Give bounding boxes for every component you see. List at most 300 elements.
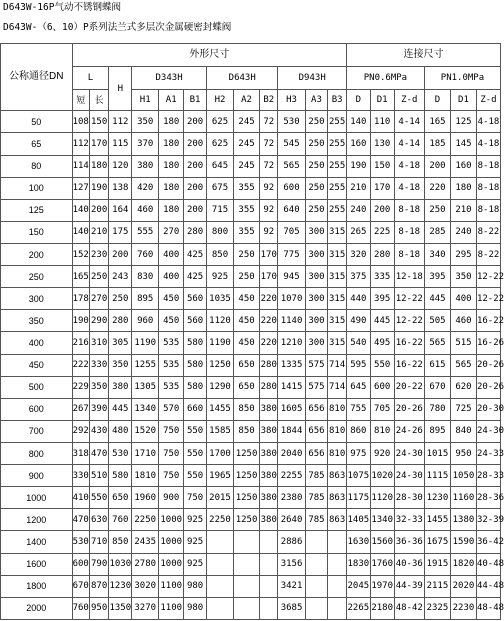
table-cell: 210: [450, 199, 476, 221]
table-cell: 200: [184, 177, 207, 199]
table-cell: 580: [184, 376, 207, 398]
table-cell: 656: [305, 420, 328, 442]
table-cell: 115: [109, 133, 132, 155]
table-cell: 32-39: [476, 509, 500, 531]
header-H2: H2: [206, 90, 233, 111]
table-cell: 800: [206, 221, 233, 243]
table-cell: 645: [206, 155, 233, 177]
table-cell: 3685: [278, 597, 305, 619]
table-cell: 295: [450, 243, 476, 265]
table-cell: 670: [424, 376, 450, 398]
table-cell: 530: [278, 111, 305, 133]
table-row: [1, 442, 501, 464]
table-cell: 445: [370, 310, 394, 332]
table-cell: 355: [234, 221, 260, 243]
table-cell: 785: [305, 487, 328, 509]
table-cell: 4-18: [394, 155, 424, 177]
table-cell-dn: 80: [1, 155, 73, 177]
table-cell: 180: [450, 177, 476, 199]
table-cell: 140: [346, 111, 370, 133]
table-cell: 1810: [132, 465, 159, 487]
table-cell: 230: [89, 243, 109, 265]
table-cell: 140: [72, 199, 89, 221]
table-cell: 8-18: [476, 155, 500, 177]
table-cell: 2180: [370, 597, 394, 619]
table-cell: 450: [234, 332, 260, 354]
table-cell: 220: [260, 288, 278, 310]
table-cell: 1970: [370, 575, 394, 597]
table-cell: 380: [132, 155, 159, 177]
table-cell: 250: [305, 199, 328, 221]
table-cell: 850: [234, 398, 260, 420]
table-cell: 863: [328, 465, 347, 487]
table-cell: 1415: [278, 376, 305, 398]
table-cell: 380: [260, 487, 278, 509]
table-cell: 785: [305, 465, 328, 487]
table-cell: 430: [89, 420, 109, 442]
table-cell: 340: [424, 243, 450, 265]
table-cell: 760: [132, 243, 159, 265]
table-row: [1, 332, 501, 354]
table-cell: 222: [72, 354, 89, 376]
table-cell: 790: [89, 553, 109, 575]
table-cell: 1000: [159, 531, 184, 553]
table-cell: 72: [260, 155, 278, 177]
table-cell: 92: [260, 221, 278, 243]
table-cell: 750: [159, 442, 184, 464]
table-cell: 220: [260, 332, 278, 354]
table-cell: 12-22: [476, 288, 500, 310]
header-H1: H1: [132, 90, 159, 111]
table-cell: 20-26: [476, 376, 500, 398]
table-cell: 140: [72, 221, 89, 243]
table-cell-dn: 1600: [1, 553, 73, 575]
table-cell: 28-30: [394, 487, 424, 509]
table-cell: 1340: [370, 509, 394, 531]
table-cell: 305: [109, 332, 132, 354]
table-row: [1, 133, 501, 155]
table-cell: 625: [206, 111, 233, 133]
table-cell: 315: [328, 310, 347, 332]
table-cell: 620: [450, 376, 476, 398]
table-cell: 315: [328, 332, 347, 354]
table-cell: 220: [260, 310, 278, 332]
table-cell: 127: [72, 177, 89, 199]
table-cell: 850: [234, 420, 260, 442]
table-cell: 2230: [450, 597, 476, 619]
table-cell: 270: [89, 288, 109, 310]
table-cell: 20-26: [394, 398, 424, 420]
table-cell: 335: [370, 266, 394, 288]
header-B1: B1: [184, 90, 207, 111]
header-d643h: D643H: [206, 67, 278, 90]
table-cell: 1160: [450, 487, 476, 509]
table-cell: [206, 597, 233, 619]
table-cell: 895: [424, 420, 450, 442]
table-cell-dn: 100: [1, 177, 73, 199]
table-row: [1, 575, 501, 597]
table-cell: 565: [424, 332, 450, 354]
table-cell: 550: [370, 354, 394, 376]
table-cell: 8-18: [476, 177, 500, 199]
table-cell: 170: [370, 177, 394, 199]
table-cell: [328, 553, 347, 575]
table-cell: 840: [450, 420, 476, 442]
table-cell: 175: [109, 221, 132, 243]
table-cell: 240: [346, 199, 370, 221]
table-cell: 315: [328, 288, 347, 310]
table-cell: 280: [184, 221, 207, 243]
table-cell: 1230: [109, 575, 132, 597]
table-cell: 1290: [206, 376, 233, 398]
table-cell: 300: [305, 332, 328, 354]
table-cell: 656: [305, 442, 328, 464]
table-cell-dn: 1800: [1, 575, 73, 597]
header-dn: 公称通径DN: [1, 44, 73, 111]
table-cell: 1965: [206, 465, 233, 487]
table-cell: 200: [184, 111, 207, 133]
table-cell: 1070: [278, 288, 305, 310]
header-d343h: D343H: [132, 67, 207, 90]
table-cell: 250: [305, 133, 328, 155]
table-cell: 460: [450, 310, 476, 332]
table-cell: 220: [424, 177, 450, 199]
table-row: [1, 465, 501, 487]
table-cell: 675: [206, 177, 233, 199]
table-cell: 185: [424, 133, 450, 155]
table-cell: 180: [159, 199, 184, 221]
table-cell: 292: [72, 420, 89, 442]
table-cell: 280: [260, 354, 278, 376]
table-row: [1, 376, 501, 398]
table-cell: 1520: [132, 420, 159, 442]
table-cell: 715: [206, 199, 233, 221]
table-cell: 1210: [278, 332, 305, 354]
table-cell: 660: [184, 398, 207, 420]
page-title: D643W-16P气动不锈钢蝶阀: [3, 2, 121, 13]
table-cell: 285: [424, 221, 450, 243]
table-cell: 200: [424, 155, 450, 177]
table-cell: 250: [424, 199, 450, 221]
table-cell: [260, 597, 278, 619]
table-cell: 2380: [278, 487, 305, 509]
table-cell: 750: [184, 487, 207, 509]
table-cell: 4-18: [394, 177, 424, 199]
table-cell: 560: [184, 310, 207, 332]
table-cell: 535: [159, 354, 184, 376]
table-cell: 114: [72, 155, 89, 177]
table-cell: 4-14: [394, 133, 424, 155]
table-cell: [206, 575, 233, 597]
table-cell: 380: [260, 398, 278, 420]
table-cell: 925: [184, 509, 207, 531]
header-connection-dimensions: 连接尺寸: [346, 44, 500, 67]
table-cell-dn: 800: [1, 442, 73, 464]
table-cell: 180: [159, 111, 184, 133]
table-cell: [234, 553, 260, 575]
table-cell: 300: [305, 310, 328, 332]
table-cell: 375: [346, 266, 370, 288]
table-cell: 490: [346, 310, 370, 332]
table-cell-dn: 300: [1, 288, 73, 310]
table-cell: 1250: [206, 354, 233, 376]
table-cell-dn: 600: [1, 398, 73, 420]
table-cell: 755: [346, 398, 370, 420]
table-row: [1, 288, 501, 310]
table-cell: 72: [260, 111, 278, 133]
table-cell: 830: [132, 266, 159, 288]
table-row: [1, 487, 501, 509]
table-cell: 16-22: [394, 332, 424, 354]
table-row: [1, 509, 501, 531]
table-cell: 150: [89, 111, 109, 133]
table-cell: [206, 553, 233, 575]
table-cell: 1190: [132, 332, 159, 354]
table-cell: 350: [109, 354, 132, 376]
table-cell: 300: [305, 221, 328, 243]
table-cell: 775: [278, 243, 305, 265]
table-cell: 760: [109, 509, 132, 531]
table-cell: 164: [109, 199, 132, 221]
table-cell: 445: [109, 398, 132, 420]
table-cell: 2640: [278, 509, 305, 531]
table-cell: 505: [424, 310, 450, 332]
table-cell: 16-22: [394, 354, 424, 376]
table-cell: 714: [328, 376, 347, 398]
table-row: [1, 266, 501, 288]
table-cell: 2435: [132, 531, 159, 553]
table-row: [1, 199, 501, 221]
table-cell: 300: [305, 243, 328, 265]
table-cell: 510: [89, 465, 109, 487]
table-cell: 200: [370, 199, 394, 221]
table-cell: 670: [72, 575, 89, 597]
table-cell: 950: [450, 442, 476, 464]
table-cell: 300: [305, 288, 328, 310]
table-cell: 1820: [450, 553, 476, 575]
table-cell-dn: 65: [1, 133, 73, 155]
table-cell: 420: [132, 177, 159, 199]
table-cell: 255: [328, 177, 347, 199]
table-cell: 1605: [278, 398, 305, 420]
table-cell: 180: [159, 177, 184, 199]
table-cell: 2015: [206, 487, 233, 509]
table-cell-dn: 150: [1, 221, 73, 243]
table-cell: [234, 575, 260, 597]
table-cell: 850: [206, 243, 233, 265]
table-cell: 4-18: [476, 111, 500, 133]
table-cell: 925: [184, 531, 207, 553]
table-cell: 330: [89, 354, 109, 376]
table-cell: 863: [328, 509, 347, 531]
header-A3: A3: [305, 90, 328, 111]
table-cell: 250: [89, 266, 109, 288]
table-cell: [260, 531, 278, 553]
table-cell: 2250: [132, 509, 159, 531]
table-cell: 330: [72, 465, 89, 487]
table-cell: 1455: [424, 509, 450, 531]
table-cell: 315: [328, 221, 347, 243]
table-row: [1, 553, 501, 575]
table-cell: 255: [328, 199, 347, 221]
table-cell: 850: [109, 531, 132, 553]
table-cell: 925: [206, 266, 233, 288]
table-cell: 575: [305, 376, 328, 398]
table-cell: 600: [278, 177, 305, 199]
table-cell: 410: [72, 487, 89, 509]
table-cell: 200: [109, 243, 132, 265]
table-cell: 24-30: [394, 442, 424, 464]
table-cell: 4-18: [476, 133, 500, 155]
header-B3: B3: [328, 90, 347, 111]
table-cell: 1455: [206, 398, 233, 420]
header-A2: A2: [234, 90, 260, 111]
table-cell: 2255: [278, 465, 305, 487]
table-cell: 318: [72, 442, 89, 464]
table-cell: 210: [346, 177, 370, 199]
table-cell: 450: [159, 288, 184, 310]
table-cell-dn: 200: [1, 243, 73, 265]
table-cell: 560: [184, 288, 207, 310]
table-cell: 2265: [346, 597, 370, 619]
table-cell: 1035: [206, 288, 233, 310]
table-cell: 960: [132, 310, 159, 332]
table-row: [1, 597, 501, 619]
table-cell: 714: [328, 354, 347, 376]
table-cell: 1405: [346, 509, 370, 531]
table-cell: 2020: [450, 575, 476, 597]
table-cell: 575: [305, 354, 328, 376]
table-cell: 1250: [234, 442, 260, 464]
table-cell-dn: 250: [1, 266, 73, 288]
table-cell: 44-39: [394, 575, 424, 597]
table-cell: 120: [109, 155, 132, 177]
table-cell-dn: 900: [1, 465, 73, 487]
header-long: 长: [89, 90, 109, 111]
table-cell: 945: [278, 266, 305, 288]
table-cell: 12-22: [394, 288, 424, 310]
table-cell: 380: [260, 465, 278, 487]
table-cell: 310: [89, 332, 109, 354]
table-cell: 570: [159, 398, 184, 420]
table-cell: 8-18: [394, 243, 424, 265]
table-cell: 550: [89, 487, 109, 509]
table-cell: 270: [159, 221, 184, 243]
header-A1: A1: [159, 90, 184, 111]
table-cell: 1190: [206, 332, 233, 354]
table-cell: 24-26: [394, 420, 424, 442]
table-cell: 3421: [278, 575, 305, 597]
table-row: [1, 310, 501, 332]
table-cell: 1230: [424, 487, 450, 509]
table-cell: 12-22: [394, 310, 424, 332]
table-cell: 980: [184, 597, 207, 619]
table-cell: 267: [72, 398, 89, 420]
table-row: [1, 155, 501, 177]
table-cell: 24-30: [476, 420, 500, 442]
table-cell: 870: [89, 575, 109, 597]
header-D-pn06: D: [346, 90, 370, 111]
header-B2: B2: [260, 90, 278, 111]
table-cell: 160: [450, 155, 476, 177]
header-outer-dimensions: 外形尺寸: [72, 44, 346, 67]
table-cell: 243: [109, 266, 132, 288]
table-cell: 750: [159, 465, 184, 487]
table-cell: 656: [305, 398, 328, 420]
table-cell: 395: [370, 288, 394, 310]
table-cell: 545: [278, 133, 305, 155]
table-cell: 810: [328, 420, 347, 442]
table-cell: 400: [450, 288, 476, 310]
table-cell: 92: [260, 177, 278, 199]
table-cell-dn: 450: [1, 354, 73, 376]
table-cell: [305, 553, 328, 575]
table-cell: [305, 531, 328, 553]
table-cell: 320: [346, 243, 370, 265]
table-cell: 975: [346, 442, 370, 464]
table-cell: 1844: [278, 420, 305, 442]
table-row: [1, 531, 501, 553]
header-D1-pn06: D1: [370, 90, 394, 111]
table-row: [1, 221, 501, 243]
table-cell: 1675: [424, 531, 450, 553]
table-cell-dn: 2000: [1, 597, 73, 619]
table-cell: 250: [234, 243, 260, 265]
table-row: [1, 398, 501, 420]
table-cell: 425: [184, 266, 207, 288]
table-cell: 48-42: [394, 597, 424, 619]
table-cell: 1000: [159, 553, 184, 575]
table-cell: 425: [184, 243, 207, 265]
header-pn06: PN0.6MPa: [346, 67, 424, 90]
table-cell-dn: 500: [1, 376, 73, 398]
header-short: 短: [72, 90, 89, 111]
table-cell: 245: [234, 133, 260, 155]
table-cell-dn: 50: [1, 111, 73, 133]
table-cell: 390: [89, 398, 109, 420]
table-cell: 1030: [109, 553, 132, 575]
table-cell: 380: [260, 420, 278, 442]
table-cell: 400: [159, 266, 184, 288]
table-cell: [328, 575, 347, 597]
table-cell: 130: [370, 133, 394, 155]
table-cell: 255: [328, 111, 347, 133]
table-cell: 315: [328, 266, 347, 288]
table-cell: 108: [72, 111, 89, 133]
table-cell: 350: [450, 266, 476, 288]
table-cell: 28-36: [476, 487, 500, 509]
table-cell: 1255: [132, 354, 159, 376]
table-cell-dn: 400: [1, 332, 73, 354]
table-cell: 190: [346, 155, 370, 177]
table-cell: 1830: [346, 553, 370, 575]
table-cell: 16-26: [476, 332, 500, 354]
table-cell: 200: [184, 199, 207, 221]
table-cell-dn: 1200: [1, 509, 73, 531]
table-cell: 1710: [132, 442, 159, 464]
table-cell: 20-22: [394, 376, 424, 398]
table-cell: 2045: [346, 575, 370, 597]
table-cell: 750: [159, 420, 184, 442]
table-cell-dn: 1000: [1, 487, 73, 509]
table-cell: 280: [109, 310, 132, 332]
table-cell: 480: [109, 420, 132, 442]
table-cell: 370: [132, 133, 159, 155]
table-cell: 210: [89, 221, 109, 243]
table-cell: 640: [278, 199, 305, 221]
table-cell: 1120: [206, 310, 233, 332]
table-cell: 200: [89, 199, 109, 221]
